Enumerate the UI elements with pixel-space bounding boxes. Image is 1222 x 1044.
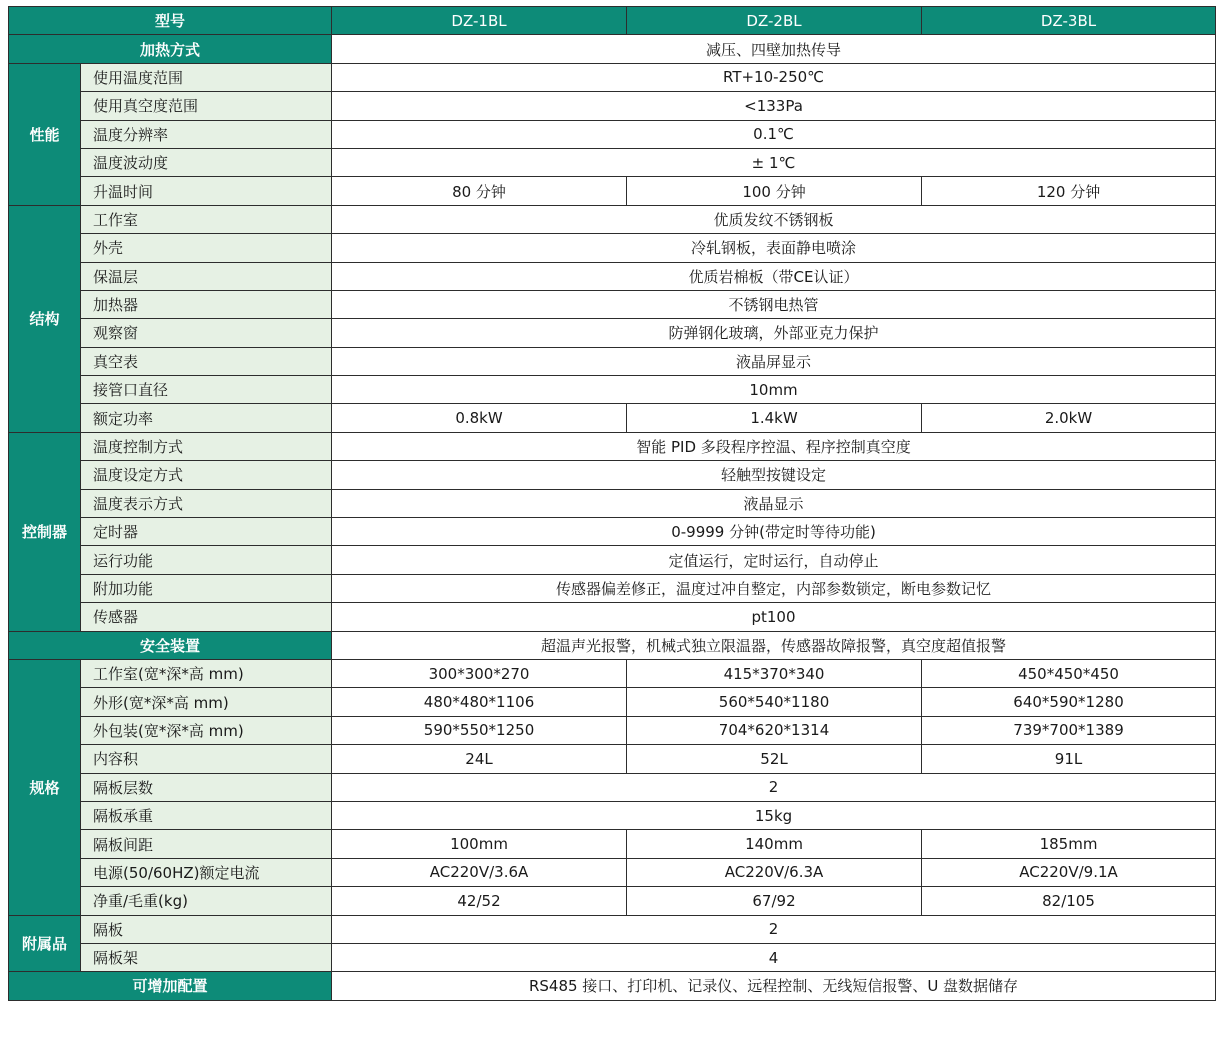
table-row (9, 92, 1216, 120)
cell-value: 冷轧钢板，表面静电喷涂 (332, 234, 1216, 262)
table-row (9, 35, 1216, 63)
table-row (9, 858, 1216, 886)
row-label: 观察窗 (81, 319, 332, 347)
row-label-options: 可增加配置 (9, 972, 332, 1000)
row-label: 温度分辨率 (81, 120, 332, 148)
cell-options: RS485 接口、打印机、记录仪、远程控制、无线短信报警、U 盘数据储存 (332, 972, 1216, 1000)
table-row (9, 120, 1216, 148)
model-header-dz-2bl: DZ-2BL (627, 7, 922, 35)
cell-value: 2.0kW (922, 404, 1216, 432)
table-row (9, 489, 1216, 517)
model-header-dz-3bl: DZ-3BL (922, 7, 1216, 35)
row-label: 传感器 (81, 603, 332, 631)
table-row (9, 518, 1216, 546)
table-row (9, 461, 1216, 489)
model-header-dz-1bl: DZ-1BL (332, 7, 627, 35)
table-row (9, 404, 1216, 432)
row-label: 定时器 (81, 518, 332, 546)
cell-value: 不锈钢电热管 (332, 290, 1216, 318)
group-label-structure: 结构 (9, 205, 81, 432)
row-label: 保温层 (81, 262, 332, 290)
table-row (9, 347, 1216, 375)
row-label: 接管口直径 (81, 376, 332, 404)
row-label: 外形(宽*深*高 mm) (81, 688, 332, 716)
cell-value: <133Pa (332, 92, 1216, 120)
table-row (9, 631, 1216, 659)
table-row (9, 546, 1216, 574)
cell-value: 640*590*1280 (922, 688, 1216, 716)
table-row (9, 63, 1216, 91)
cell-value: 0-9999 分钟(带定时等待功能) (332, 518, 1216, 546)
cell-value: AC220V/3.6A (332, 858, 627, 886)
row-label: 额定功率 (81, 404, 332, 432)
cell-value: 415*370*340 (627, 659, 922, 687)
table-row (9, 773, 1216, 801)
cell-value: 704*620*1314 (627, 716, 922, 744)
cell-value: 590*550*1250 (332, 716, 627, 744)
row-label: 外壳 (81, 234, 332, 262)
row-label: 电源(50/60HZ)额定电流 (81, 858, 332, 886)
cell-value: 液晶屏显示 (332, 347, 1216, 375)
cell-value: 91L (922, 745, 1216, 773)
row-label: 温度设定方式 (81, 461, 332, 489)
table-row (9, 205, 1216, 233)
table-row (9, 716, 1216, 744)
cell-value: 24L (332, 745, 627, 773)
table-row (9, 290, 1216, 318)
cell-value: pt100 (332, 603, 1216, 631)
row-label: 真空表 (81, 347, 332, 375)
table-row (9, 972, 1216, 1000)
cell-value: 52L (627, 745, 922, 773)
group-label-specs: 规格 (9, 659, 81, 915)
cell-value: 480*480*1106 (332, 688, 627, 716)
table-row (9, 376, 1216, 404)
cell-value: 0.1℃ (332, 120, 1216, 148)
row-label: 隔板架 (81, 943, 332, 971)
group-label-controller: 控制器 (9, 432, 81, 631)
row-label: 隔板间距 (81, 830, 332, 858)
row-label: 加热器 (81, 290, 332, 318)
row-label-safety: 安全装置 (9, 631, 332, 659)
table-row (9, 148, 1216, 176)
group-label-accessories: 附属品 (9, 915, 81, 972)
spec-table (8, 6, 1216, 1001)
table-row (9, 830, 1216, 858)
cell-value: 15kg (332, 801, 1216, 829)
table-row (9, 262, 1216, 290)
table-row (9, 659, 1216, 687)
row-label: 外包装(宽*深*高 mm) (81, 716, 332, 744)
cell-value: 4 (332, 943, 1216, 971)
cell-value: 185mm (922, 830, 1216, 858)
cell-value: 防弹钢化玻璃，外部亚克力保护 (332, 319, 1216, 347)
row-label-heating: 加热方式 (9, 35, 332, 63)
table-row (9, 688, 1216, 716)
cell-value: 100 分钟 (627, 177, 922, 205)
cell-value: 82/105 (922, 887, 1216, 915)
table-row (9, 603, 1216, 631)
cell-value: 2 (332, 773, 1216, 801)
row-label: 升温时间 (81, 177, 332, 205)
table-row (9, 574, 1216, 602)
cell-value: 定值运行，定时运行，自动停止 (332, 546, 1216, 574)
cell-value: 传感器偏差修正，温度过冲自整定，内部参数锁定，断电参数记忆 (332, 574, 1216, 602)
group-label-performance: 性能 (9, 63, 81, 205)
row-label: 工作室 (81, 205, 332, 233)
cell-value: 优质岩棉板（带CE认证） (332, 262, 1216, 290)
header-row (9, 7, 1216, 35)
table-row (9, 801, 1216, 829)
cell-value: 2 (332, 915, 1216, 943)
cell-value: RT+10-250℃ (332, 63, 1216, 91)
cell-value: 560*540*1180 (627, 688, 922, 716)
row-label: 使用真空度范围 (81, 92, 332, 120)
cell-value: 1.4kW (627, 404, 922, 432)
cell-value: 140mm (627, 830, 922, 858)
cell-safety: 超温声光报警，机械式独立限温器，传感器故障报警，真空度超值报警 (332, 631, 1216, 659)
cell-value: 液晶显示 (332, 489, 1216, 517)
row-label: 温度波动度 (81, 148, 332, 176)
cell-value: 80 分钟 (332, 177, 627, 205)
cell-value: 739*700*1389 (922, 716, 1216, 744)
cell-value: ± 1℃ (332, 148, 1216, 176)
table-row (9, 943, 1216, 971)
row-label: 隔板 (81, 915, 332, 943)
table-row (9, 234, 1216, 262)
model-header-label: 型号 (9, 7, 332, 35)
table-row (9, 745, 1216, 773)
row-label: 运行功能 (81, 546, 332, 574)
table-row (9, 177, 1216, 205)
row-label: 隔板承重 (81, 801, 332, 829)
table-row (9, 432, 1216, 460)
cell-value: 轻触型按键设定 (332, 461, 1216, 489)
row-label: 隔板层数 (81, 773, 332, 801)
row-label: 净重/毛重(kg) (81, 887, 332, 915)
row-label: 温度控制方式 (81, 432, 332, 460)
table-row (9, 319, 1216, 347)
cell-value: 100mm (332, 830, 627, 858)
cell-value: 67/92 (627, 887, 922, 915)
row-label: 工作室(宽*深*高 mm) (81, 659, 332, 687)
cell-value: 120 分钟 (922, 177, 1216, 205)
row-label: 温度表示方式 (81, 489, 332, 517)
cell-value: 智能 PID 多段程序控温、程序控制真空度 (332, 432, 1216, 460)
row-label: 内容积 (81, 745, 332, 773)
cell-value: 10mm (332, 376, 1216, 404)
cell-value: 42/52 (332, 887, 627, 915)
table-row (9, 887, 1216, 915)
cell-value: AC220V/6.3A (627, 858, 922, 886)
row-label: 使用温度范围 (81, 63, 332, 91)
cell-value: 优质发纹不锈钢板 (332, 205, 1216, 233)
row-label: 附加功能 (81, 574, 332, 602)
cell-value: 450*450*450 (922, 659, 1216, 687)
cell-value: 300*300*270 (332, 659, 627, 687)
cell-value: 0.8kW (332, 404, 627, 432)
cell-heating: 减压、四壁加热传导 (332, 35, 1216, 63)
cell-value: AC220V/9.1A (922, 858, 1216, 886)
table-row (9, 915, 1216, 943)
